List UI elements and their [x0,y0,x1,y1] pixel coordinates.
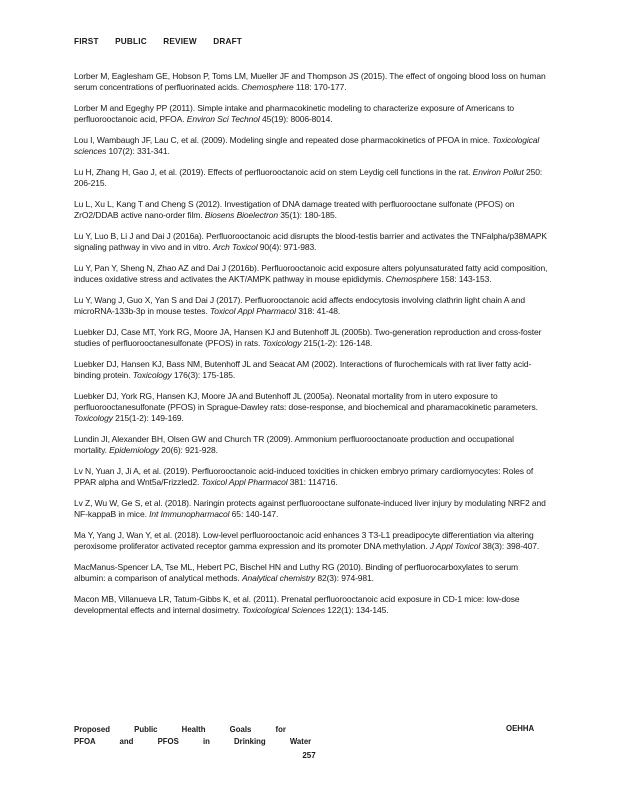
reference-item: MacManus-Spencer LA, Tse ML, Hebert PC, Bischel HN and Luthy RG (2010). Binding of perfluorocarboxylates to serum albumin: a comparison of analytical methods. Analytical chemistry 82(3): 974-981. [74,562,518,583]
reference-item: Lu L, Xu L, Kang T and Cheng S (2012). Investigation of DNA damage treated with perfluorooctane sulfonate (PFOS) on ZrO2/DDAB active nano-order film. Biosens Bioelectron 35(1): 180-185. [74,199,515,220]
reference-list [74,71,548,626]
journal-title: Toxicological Sciences [242,605,326,615]
reference-item: Lorber M, Eaglesham GE, Hobson P, Toms LM, Mueller JF and Thompson JS (2015). The effect of ongoing blood loss on human serum concentrations of perfluorinated acids. Chemosphere 118: 170-177. [74,71,546,92]
reference-item: Lv N, Yuan J, Ji A, et al. (2019). Perfluorooctanoic acid-induced toxicities in chicken embryo primary cardiomyocytes: Roles of PPAR alpha and Wnt5a/Frizzled2. Toxicol Appl Pharmacol 381: 114716. [74,466,534,487]
footer-agency: OEHHA [506,724,535,733]
reference-item: Lv Z, Wu W, Ge S, et al. (2018). Naringin protects against perfluorooctane sulfonate-induced liver injury by modulating NRF2 and NF-kappaB in mice. Int Immunopharmacol 65: 140-147. [74,498,546,519]
footer-line: PFOA and PFOS in Drinking Water [74,737,312,746]
footer-document-title [74,724,311,748]
page-header: FIRST PUBLIC REVIEW DRAFT [74,37,242,46]
journal-title: Toxicol Appl Pharmacol [201,477,288,487]
reference-item: Lu Y, Pan Y, Sheng N, Zhao AZ and Dai J (2016b). Perfluorooctanoic acid exposure alters polyunsaturated fatty acid composition, induces oxidative stress and activates the AKT/AMPK pathway in mouse epididymis. Chemosphere 158: 143-153. [74,263,548,284]
reference-item: Lorber M and Egeghy PP (2011). Simple intake and pharmacokinetic modeling to characterize exposure of Americans to perfluorooctanoic acid, PFOA. Environ Sci Technol 45(19): 8006-8014. [74,103,514,124]
reference-item: Lundin JI, Alexander BH, Olsen GW and Church TR (2009). Ammonium perfluorooctanoate production and occupational mortality. Epidemiology 20(6): 921-928. [74,434,514,455]
journal-title: Environ Sci Technol [186,114,260,124]
journal-title: Toxicology [262,338,302,348]
journal-title: Biosens Bioelectron [204,210,278,220]
reference-item: Macon MB, Villanueva LR, Tatum-Gibbs K, et al. (2011). Prenatal perfluorooctanoic acid exposure in CD-1 mice: low-dose developmental effects and internal dosimetry. Toxicological Sciences 122(1): 134-145. [74,594,520,615]
reference-item: Lu H, Zhang H, Gao J, et al. (2019). Effects of perfluorooctanoic acid on stem Leydig cell functions in the rat. Environ Pollut 250: 206-215. [74,167,543,188]
journal-title: Arch Toxicol [212,242,258,252]
reference-item: Lu Y, Wang J, Guo X, Yan S and Dai J (2017). Perfluorooctanoic acid affects endocytosis involving clathrin light chain A and microRNA-133b-3p in mouse testes. Toxicol Appl Pharmacol 318: 41-48. [74,295,525,316]
journal-title: Chemosphere [385,274,439,284]
journal-title: Int Immunopharmacol [149,509,230,519]
journal-title: Chemosphere [241,82,294,92]
reference-item: Ma Y, Yang J, Wan Y, et al. (2018). Low-level perfluorooctanoic acid enhances 3 T3-L1 preadipocyte differentiation via altering peroxisome proliferator activated receptor gamma expression and its promoter DNA methylation. J Appl Toxicol 38(3): 398-407. [74,530,540,551]
page-number: 257 [302,751,316,760]
journal-title: Environ Pollut [472,167,524,177]
footer-line: Proposed Public Health Goals for [74,725,286,734]
reference-item: Lou I, Wambaugh JF, Lau C, et al. (2009). Modeling single and repeated dose pharmacokinetics of PFOA in mice. Toxicological sciences 107(2): 331-341. [74,135,540,156]
journal-title: Toxicol Appl Pharmacol [209,306,296,316]
journal-title: Toxicology [132,370,172,380]
reference-item: Luebker DJ, Case MT, York RG, Moore JA, Hansen KJ and Butenhoff JL (2005b). Two-generation reproduction and cross-foster studies of perfluorooctanesulfonate (PFOS) in rats. Toxicology 215(1-2): 126-148. [74,327,542,348]
reference-item: Luebker DJ, York RG, Hansen KJ, Moore JA and Butenhoff JL (2005a). Neonatal mortality from in utero exposure to perfluorooctanesulfonate (PFOS) in Sprague-Dawley rats: dose-response, and biochemical and pharamacokinetic parameters. Toxicology 215(1-2): 149-169. [74,391,538,423]
journal-title: J Appl Toxicol [429,541,481,551]
journal-title: Epidemiology [109,445,159,455]
journal-title: Analytical chemistry [241,573,316,583]
reference-item: Luebker DJ, Hansen KJ, Bass NM, Butenhoff JL and Seacat AM (2002). Interactions of flurochemicals with rat liver fatty acid-binding protein. Toxicology 176(3): 175-185. [74,359,532,380]
journal-title: Toxicological sciences [74,135,540,156]
reference-item: Lu Y, Luo B, Li J and Dai J (2016a). Perfluorooctanoic acid disrupts the blood-testis barrier and activates the TNFalpha/p38MAPK signaling pathway in vivo and in vitro. Arch Toxicol 90(4): 971-983. [74,231,547,252]
journal-title: Toxicology [74,413,113,423]
